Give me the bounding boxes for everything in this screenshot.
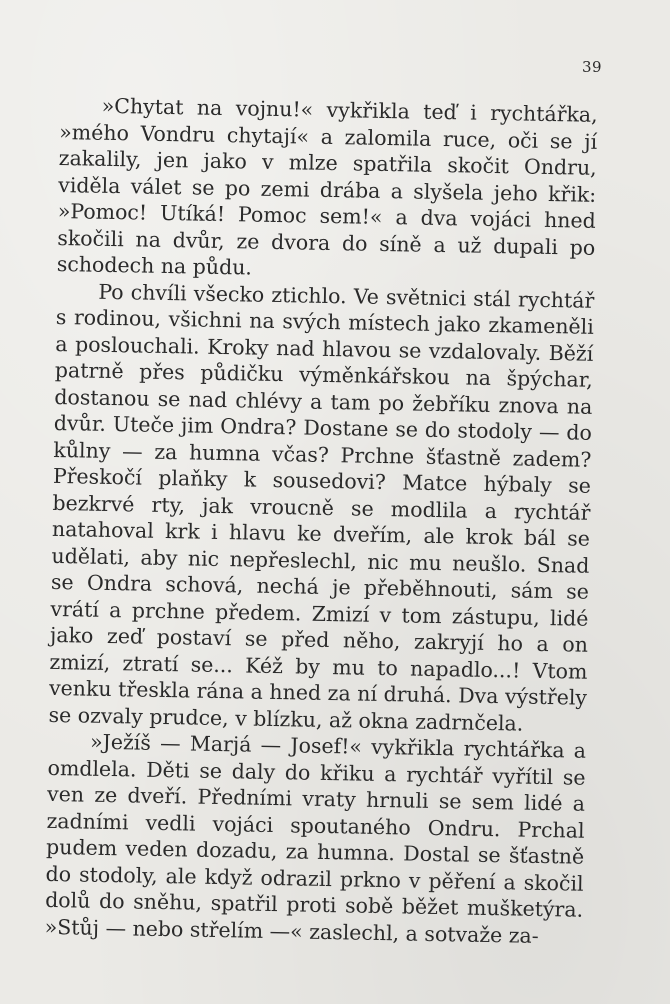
page-number: 39 [582,58,603,76]
body-text [44,92,597,950]
paragraph-1: »Chytat na vojnu!« vykřikla teď i rychtářka, »mého Vondru chytají« a zalomila ruce, oči se jí zakalily, jen jako v mlze spatřila skočit Ondru, viděla válet se po zemi drába a slyšela jeho křik: »Pomoc! Utíká! Pomoc sem!« a dva vojáci hned skočili na dvůr, ze dvora do síně a už dupali po schodech na půdu. [56,93,598,280]
paragraph-2: Po chvíli všecko ztichlo. Ve světnici stál rychtář s rodinou, všichni na svých místech jako zkameněli a poslouchali. Kroky nad hlavou se vzdalovaly. Běží patrně přes půdičku výměnkářskou na špýchar, dostanou se nad chlévy a tam po žebříku znova na dvůr. Uteče jim Ondra? Dostane se do stodoly — do kůlny — za humna včas? Prchne šťastně zadem? Přeskočí plaňky k sousedovi? Matce hýbaly se bezkrvé rty, jak vroucně se modlila a rychtář natahoval krk i hlavu ke dveřím, ale krok bál se udělati, aby nic nepřeslechl, nic mu neušlo. Snad se Ondra schová, nechá je přeběhnouti, sám se vrátí a prchne předem. Zmizí v tom zástupu, lidé jako zeď postaví se před něho, zakryjí ho a on zmizí, ztratí se... Kéž by mu to napadlo...! Vtom venku třeskla rána a hned za ní druhá. Dva výstřely se ozvaly prudce, v blízku, až okna zadrnčela. [48,279,595,736]
paragraph-3: »Ježíš — Marjá — Josef!« vykřikla rychtářka a omdlela. Děti se daly do křiku a rychtář vyřítil se ven ze dveří. Předními vraty hrnuli se sem lidé a zadními vedli vojáci spoutaného Ondru. Prchal pudem veden dozadu, za humna. Dostal se šťastně do stodoly, ale když odrazil prkno v pěření a skočil dolů do sněhu, spatřil proti sobě běžet mušketýra. »Stůj — nebo střelím —« zaslechl, a sotvaže za- [44,729,587,948]
